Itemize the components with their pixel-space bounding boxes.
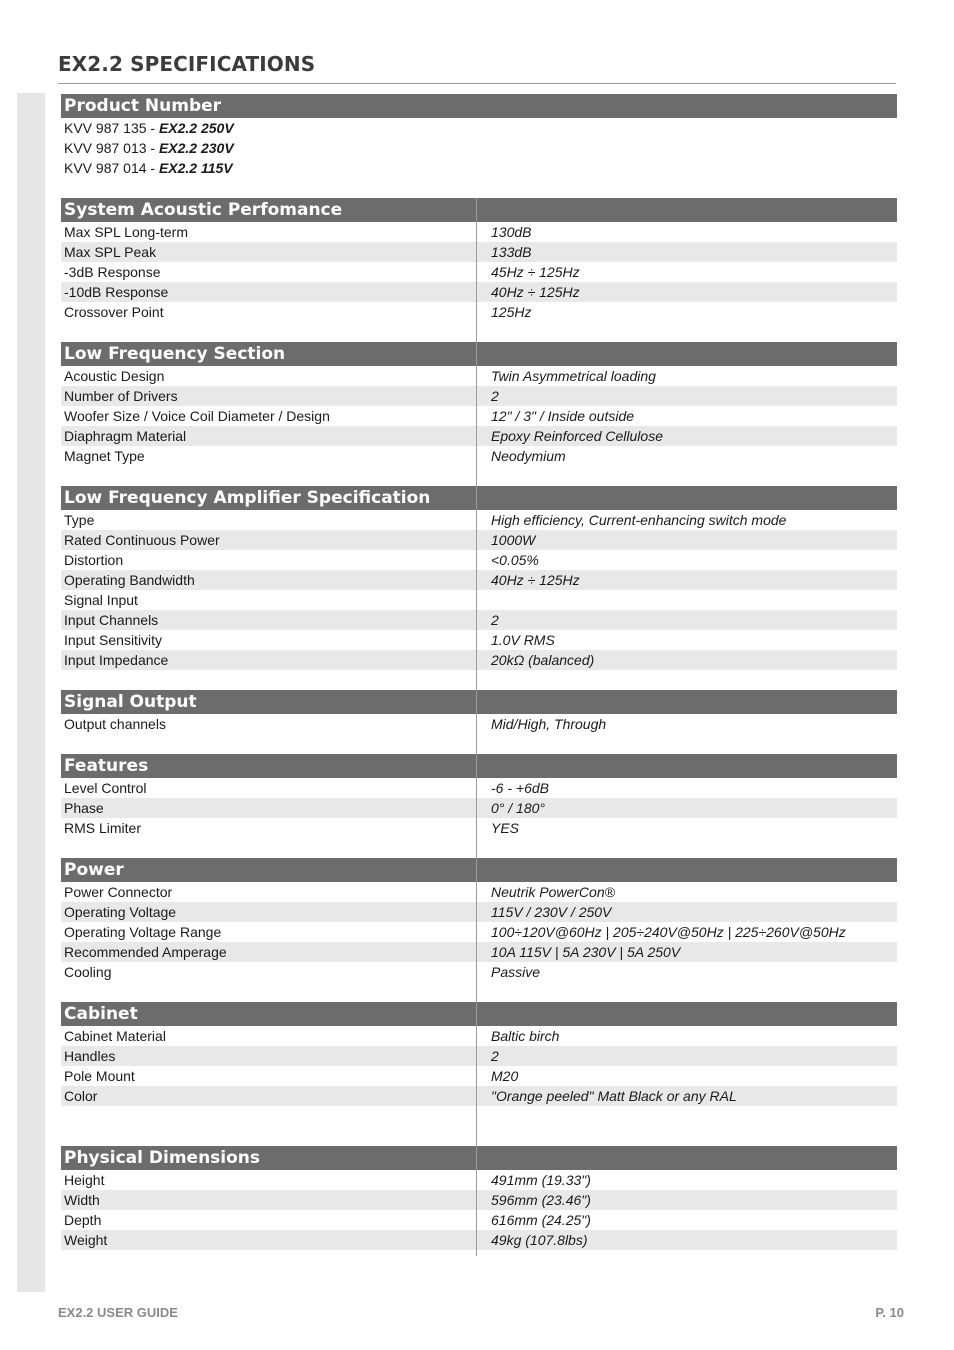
spec-value: 45Hz ÷ 125Hz	[491, 264, 580, 280]
spec-value: 2	[477, 386, 897, 406]
section-header	[61, 342, 897, 366]
spec-row	[61, 798, 897, 818]
spec-row	[61, 242, 897, 262]
product-line	[61, 158, 897, 178]
section-title: Cabinet	[61, 1002, 476, 1026]
column-divider	[476, 486, 477, 690]
column-divider	[476, 1002, 477, 1146]
spec-label: Height	[64, 1172, 105, 1188]
spec-value: Baltic birch	[491, 1028, 560, 1044]
spec-row	[61, 1170, 897, 1190]
spec-value: M20	[491, 1068, 519, 1084]
spec-label: Max SPL Long-term	[64, 224, 188, 240]
spec-label: Operating Voltage	[61, 902, 476, 922]
spec-value: 20kΩ (balanced)	[477, 650, 897, 670]
spec-row	[61, 570, 897, 590]
specifications-table	[61, 94, 897, 1256]
side-bar-decoration	[17, 93, 45, 1292]
spec-label: Operating Bandwidth	[61, 570, 476, 590]
spec-row	[61, 714, 897, 734]
spec-value: 100÷120V@60Hz | 205÷240V@50Hz | 225÷260V@50Hz	[491, 924, 846, 940]
spec-row	[61, 922, 897, 942]
spec-label: Max SPL Peak	[61, 242, 476, 262]
spec-value	[477, 590, 897, 610]
spec-label: Depth	[64, 1212, 102, 1228]
section-power	[61, 858, 897, 1002]
product-model: EX2.2 230V	[158, 140, 234, 156]
spec-row	[61, 282, 897, 302]
spec-value: 2	[477, 610, 897, 630]
spec-value: 616mm (24.25")	[491, 1212, 591, 1228]
spec-value: YES	[491, 820, 520, 836]
spec-row	[61, 1210, 897, 1230]
spec-label: Recommended Amperage	[61, 942, 476, 962]
spec-value: 133dB	[477, 242, 897, 262]
product-model: EX2.2 250V	[158, 120, 234, 136]
spec-row	[61, 550, 897, 570]
spec-value: Twin Asymmetrical loading	[491, 368, 656, 384]
spec-row	[61, 942, 897, 962]
section-title: Low Frequency Amplifier Specification	[61, 486, 476, 510]
spec-label: Rated Continuous Power	[61, 530, 476, 550]
section-title: Low Frequency Section	[61, 342, 476, 366]
spec-value: 115V / 230V / 250V	[477, 902, 897, 922]
spec-value: 491mm (19.33")	[491, 1172, 591, 1188]
spec-value: 1000W	[477, 530, 897, 550]
spec-row	[61, 818, 897, 838]
section-features	[61, 754, 897, 858]
spec-row	[61, 1230, 897, 1250]
section-title: Features	[61, 754, 476, 778]
section-system-acoustic	[61, 198, 897, 342]
spec-row	[61, 1086, 897, 1106]
column-divider	[476, 858, 477, 1002]
spec-row	[61, 222, 897, 242]
spec-label: Color	[61, 1086, 476, 1106]
section-header	[61, 486, 897, 510]
footer-page-number: P. 10	[875, 1305, 904, 1320]
spec-value: 49kg (107.8lbs)	[477, 1230, 897, 1250]
spec-value: Mid/High, Through	[491, 716, 607, 732]
spec-value: 0° / 180°	[477, 798, 897, 818]
spec-value: 40Hz ÷ 125Hz	[477, 282, 897, 302]
footer-guide-title: EX2.2 USER GUIDE	[58, 1305, 178, 1320]
product-code: KVV 987 014 -	[64, 160, 159, 176]
section-header	[61, 858, 897, 882]
product-number-block	[61, 94, 897, 178]
section-header	[61, 754, 897, 778]
spec-row	[61, 962, 897, 982]
section-cabinet	[61, 1002, 897, 1146]
section-title: System Acoustic Perfomance	[61, 198, 476, 222]
column-divider	[476, 198, 477, 342]
spec-label: Output channels	[64, 716, 166, 732]
spec-row	[61, 1046, 897, 1066]
spec-label: RMS Limiter	[64, 820, 142, 836]
column-divider	[476, 342, 477, 486]
spec-value: 125Hz	[491, 304, 532, 320]
spec-row	[61, 590, 897, 610]
title-divider	[58, 83, 896, 84]
spec-label: Woofer Size / Voice Coil Diameter / Design	[64, 408, 330, 424]
spec-label: Magnet Type	[64, 448, 145, 464]
spec-label: Pole Mount	[64, 1068, 135, 1084]
spec-label: Power Connector	[64, 884, 173, 900]
spec-label: -10dB Response	[61, 282, 476, 302]
spec-row	[61, 1026, 897, 1046]
spec-value: "Orange peeled" Matt Black or any RAL	[477, 1086, 897, 1106]
spec-value: 2	[477, 1046, 897, 1066]
spec-label: Width	[61, 1190, 476, 1210]
spec-label: Phase	[61, 798, 476, 818]
spec-label: Distortion	[64, 552, 124, 568]
spec-row	[61, 1066, 897, 1086]
spec-row	[61, 610, 897, 630]
spec-row	[61, 262, 897, 282]
section-title: Power	[61, 858, 476, 882]
spec-value: <0.05%	[491, 552, 539, 568]
spec-label: Type	[64, 512, 95, 528]
product-code: KVV 987 013 -	[64, 140, 159, 156]
spec-label: Crossover Point	[64, 304, 164, 320]
spec-label: Acoustic Design	[64, 368, 165, 384]
section-header	[61, 1146, 897, 1170]
spec-label: Operating Voltage Range	[64, 924, 222, 940]
spec-row	[61, 778, 897, 798]
section-signal-output	[61, 690, 897, 754]
product-line	[61, 118, 897, 138]
section-header	[61, 198, 897, 222]
spec-value: 130dB	[491, 224, 532, 240]
section-header	[61, 1002, 897, 1026]
spec-row	[61, 386, 897, 406]
column-divider	[476, 1146, 477, 1256]
spec-row	[61, 510, 897, 530]
spec-label: -3dB Response	[64, 264, 161, 280]
spec-label: Diaphragm Material	[61, 426, 476, 446]
section-physical-dimensions	[61, 1146, 897, 1256]
spec-value: -6 - +6dB	[491, 780, 549, 796]
spec-label: Number of Drivers	[61, 386, 476, 406]
spec-value: Epoxy Reinforced Cellulose	[477, 426, 897, 446]
spec-row	[61, 1190, 897, 1210]
spec-label: Input Sensitivity	[64, 632, 163, 648]
spec-label: Input Channels	[61, 610, 476, 630]
spec-row	[61, 426, 897, 446]
spec-value: 40Hz ÷ 125Hz	[477, 570, 897, 590]
product-number-header: Product Number	[61, 94, 897, 118]
spec-label: Signal Input	[64, 592, 138, 608]
product-model: EX2.2 115V	[158, 160, 233, 176]
spec-label: Cooling	[64, 964, 112, 980]
section-low-frequency	[61, 342, 897, 486]
spec-value: Passive	[491, 964, 541, 980]
spec-row	[61, 446, 897, 466]
section-header	[61, 690, 897, 714]
section-title: Physical Dimensions	[61, 1146, 476, 1170]
spec-row	[61, 406, 897, 426]
spec-label: Handles	[61, 1046, 476, 1066]
spec-row	[61, 366, 897, 386]
spec-row	[61, 302, 897, 322]
page-title: EX2.2 SPECIFICATIONS	[58, 52, 316, 76]
product-code: KVV 987 135 -	[64, 120, 159, 136]
spec-row	[61, 882, 897, 902]
spec-value: Neodymium	[491, 448, 566, 464]
spec-label: Level Control	[64, 780, 147, 796]
spec-value: 596mm (23.46")	[477, 1190, 897, 1210]
spec-row	[61, 630, 897, 650]
spec-value: Neutrik PowerCon®	[491, 884, 615, 900]
product-line	[61, 138, 897, 158]
spec-row	[61, 530, 897, 550]
spec-label: Input Impedance	[61, 650, 476, 670]
spec-row	[61, 650, 897, 670]
section-lf-amplifier	[61, 486, 897, 690]
column-divider	[476, 754, 477, 858]
spec-label: Cabinet Material	[64, 1028, 166, 1044]
spec-label: Weight	[61, 1230, 476, 1250]
column-divider	[476, 690, 477, 754]
section-title: Signal Output	[61, 690, 476, 714]
spec-value: 12" / 3" / Inside outside	[491, 408, 635, 424]
spec-row	[61, 902, 897, 922]
spec-value: 10A 115V | 5A 230V | 5A 250V	[477, 942, 897, 962]
spec-value: 1.0V RMS	[491, 632, 555, 648]
spec-value: High efficiency, Current-enhancing switch mode	[491, 512, 787, 528]
